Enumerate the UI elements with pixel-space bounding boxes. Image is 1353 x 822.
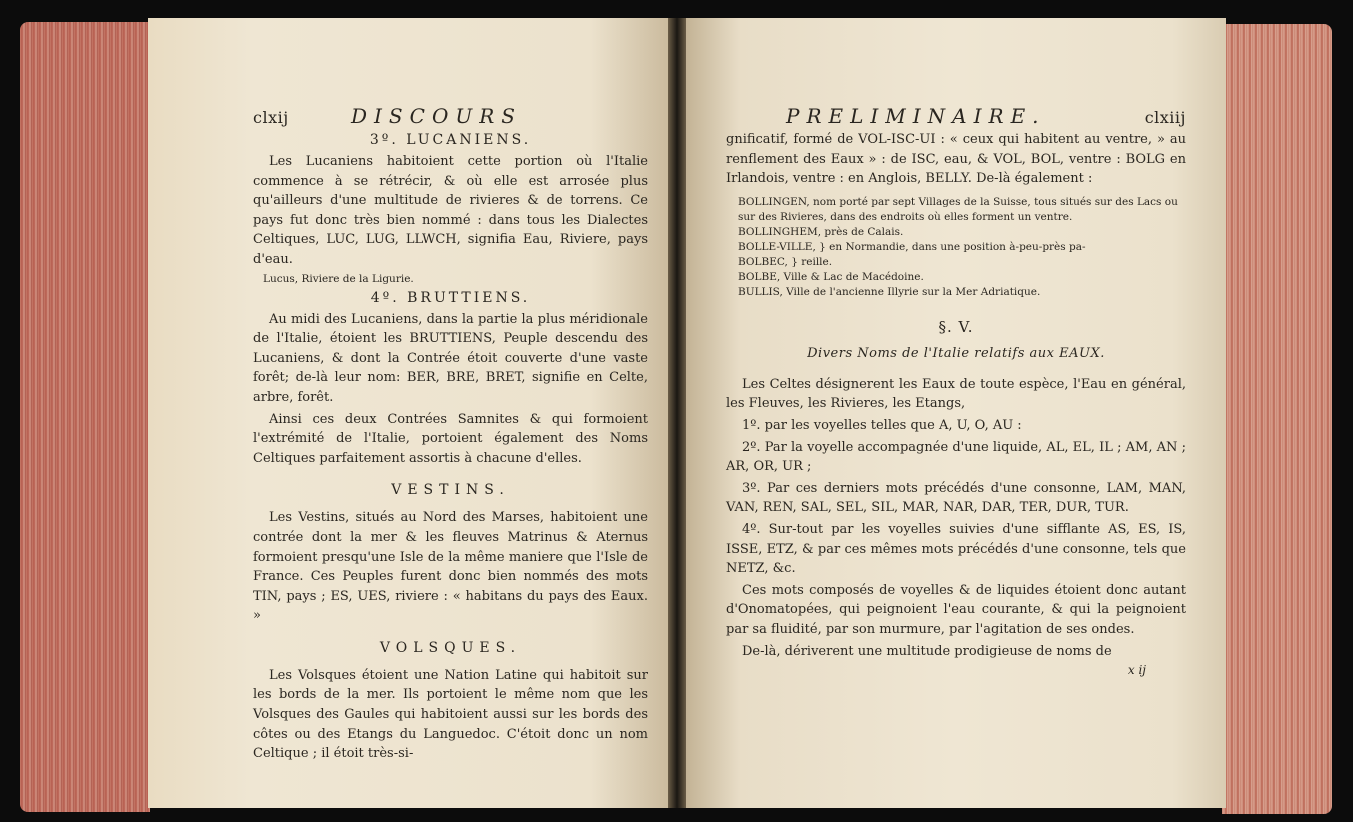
section-heading: VESTINS.: [391, 482, 510, 499]
right-page-content: [726, 104, 1186, 677]
right-page-number: clxiij: [1144, 108, 1186, 127]
left-page-number: clxij: [253, 108, 289, 127]
list-item: BOLLE-VILLE, } en Normandie, dans une position à-peu-près pa-: [738, 240, 1086, 253]
section-heading: §. V.: [938, 317, 974, 336]
list-item: BOLBEC, } reille.: [738, 255, 833, 268]
paragraph: De-là, dériverent une multitude prodigieuse de noms de: [742, 643, 1112, 659]
left-page: [148, 18, 668, 808]
paragraph: 2º. Par la voyelle accompagnée d'une liquide, AL, EL, IL ; AM, AN ; AR, OR, UR ;: [726, 439, 1186, 475]
left-page-edges: [20, 22, 150, 812]
right-running-title: PRELIMINAIRE.: [786, 104, 1046, 128]
paragraph: 4º. Sur-tout par les voyelles suivies d'une sifflante AS, ES, IS, ISSE, ETZ, & par ces mêmes mots précédés d'une consonne, tels que NETZ, &c.: [726, 521, 1186, 577]
left-running-head: [253, 104, 648, 130]
section-heading: VOLSQUES.: [379, 639, 522, 656]
paragraph: Les Lucaniens habitoient cette portion où l'Italie commence à se rétrécir, & où elle est arrosée plus qu'ailleurs d'une multitude de rivieres & de torrens. Ce pays fut donc très bien nommé : dans tous les Dialectes Celtiques, LUC, LUG, LLWCH, signifia Eau, Riviere, pays d'eau.: [253, 154, 648, 267]
left-page-content: [253, 104, 648, 766]
paragraph: Les Celtes désignerent les Eaux de toute espèce, l'Eau en général, les Fleuves, les Rivieres, les Etangs,: [726, 376, 1186, 412]
paragraph: Au midi des Lucaniens, dans la partie la plus méridionale de l'Italie, étoient les BRUTTIENS, Peuple descendu des Lucaniens, & dont la Contrée étoit couverte d'une vaste forêt; de-là leur nom: BER, BRE, BRET, signifie en Celte, arbre, forêt.: [253, 311, 648, 405]
catchword: x ij: [1127, 663, 1146, 678]
right-page: [686, 18, 1226, 808]
paragraph: gnificatif, formé de VOL-ISC-UI : « ceux qui habitent au ventre, » au renflement des Eaux » : de ISC, eau, & VOL, BOL, ventre : BOLG en Irlandois, ventre : en Anglois, BELLY. De-là également :: [726, 132, 1186, 187]
paragraph: Les Volsques étoient une Nation Latine qui habitoit sur les bords de la mer. Ils portoient le même nom que les Volsques des Gaules qui habitoient aussi sur les bords des côtes ou des Etangs du Languedoc. C'étoit donc un nom Celtique ; il étoit très-si-: [253, 667, 648, 762]
book-gutter: [668, 18, 686, 808]
list-item: BOLBE, Ville & Lac de Macédoine.: [738, 270, 924, 283]
right-running-head: [726, 104, 1186, 130]
paragraph: 1º. par les voyelles telles que A, U, O, AU :: [742, 417, 1022, 433]
footnote: Lucus, Riviere de la Ligurie.: [263, 272, 414, 285]
right-page-edges: [1222, 24, 1332, 814]
paragraph: Ces mots composés de voyelles & de liquides étoient donc autant d'Onomatopées, qui peignoient l'eau courante, & qui la peignoient par sa fluidité, par son murmure, par l'agitation de ses ondes.: [726, 582, 1186, 637]
left-running-title: DISCOURS: [351, 104, 522, 128]
section-heading: 3º. LUCANIENS.: [369, 132, 532, 148]
list-item: BOLLINGEN, nom porté par sept Villages de la Suisse, tous situés sur des Lacs ou sur des Rivieres, dans des endroits où elles forment un ventre.: [738, 195, 1178, 223]
section-subtitle: Divers Noms de l'Italie relatifs aux EAUX.: [807, 345, 1105, 361]
section-heading: 4º. BRUTTIENS.: [370, 289, 531, 306]
list-item: BULLIS, Ville de l'ancienne Illyrie sur la Mer Adriatique.: [738, 285, 1041, 298]
paragraph: Les Vestins, situés au Nord des Marses, habitoient une contrée dont la mer & les fleuves Matrinus & Aternus formoient presqu'une Isle de la même maniere que l'Isle de France. Ces Peuples furent donc bien nommés des mots TIN, pays ; ES, UES, riviere : « habitans du pays des Eaux. »: [253, 510, 648, 624]
place-name-list: [726, 195, 1186, 300]
list-item: BOLLINGHEM, près de Calais.: [738, 225, 904, 238]
paragraph: 3º. Par ces derniers mots précédés d'une consonne, LAM, MAN, VAN, REN, SAL, SEL, SIL, MAR, NAR, DAR, TER, DUR, TUR.: [726, 480, 1186, 516]
paragraph: Ainsi ces deux Contrées Samnites & qui formoient l'extrémité de l'Italie, portoient également des Noms Celtiques parfaitement assortis à chacune d'elles.: [253, 411, 648, 466]
